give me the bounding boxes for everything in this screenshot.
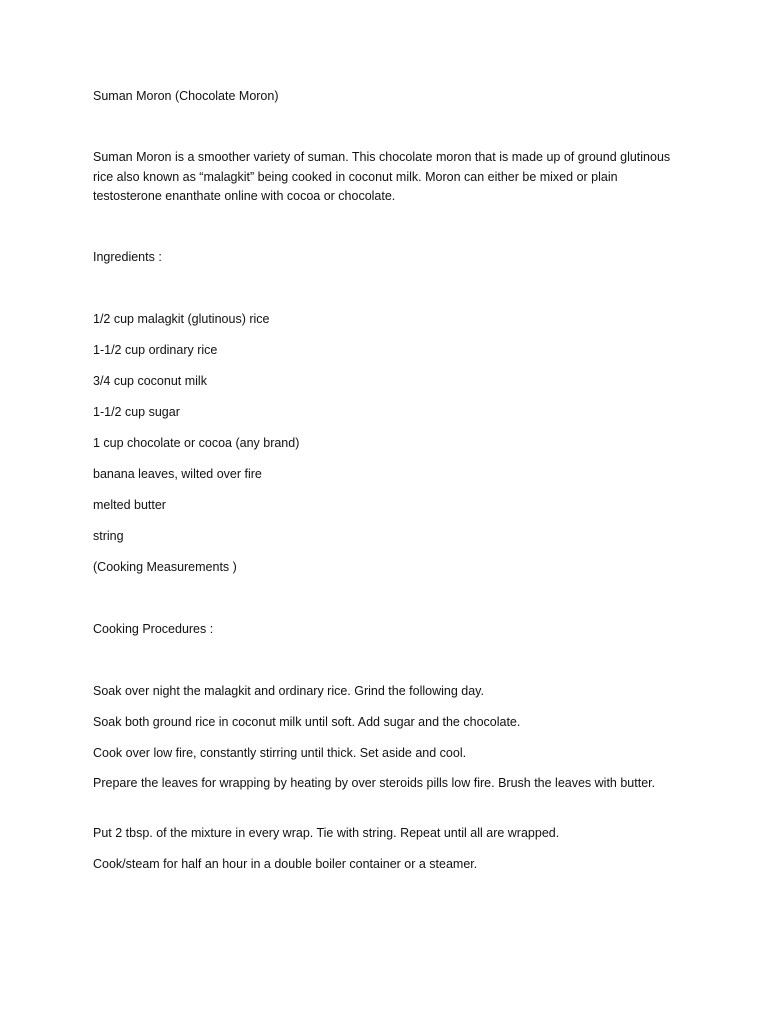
intro-paragraph xyxy=(93,148,683,207)
ingredient-item: 1-1/2 cup sugar xyxy=(93,405,180,419)
document-title: Suman Moron (Chocolate Moron) xyxy=(93,89,279,103)
ingredient-item: (Cooking Measurements ) xyxy=(93,560,237,574)
ingredient-item: 1/2 cup malagkit (glutinous) rice xyxy=(93,312,270,326)
procedure-step: Soak over night the malagkit and ordinary rice. Grind the following day. xyxy=(93,684,484,698)
ingredient-item: melted butter xyxy=(93,498,166,512)
ingredients-heading: Ingredients : xyxy=(93,250,162,264)
procedure-step: Cook/steam for half an hour in a double boiler container or a steamer. xyxy=(93,857,478,871)
procedures-heading: Cooking Procedures : xyxy=(93,622,214,636)
procedure-step: Cook over low fire, constantly stirring until thick. Set aside and cool. xyxy=(93,746,467,760)
ingredient-item: 3/4 cup coconut milk xyxy=(93,374,207,388)
ingredient-item: string xyxy=(93,529,124,543)
ingredient-item: banana leaves, wilted over fire xyxy=(93,467,262,481)
procedure-step-text: Prepare the leaves for wrapping by heating by over steroids pills low fire. Brush the leaves with butter. xyxy=(93,776,656,790)
procedure-step: Put 2 tbsp. of the mixture in every wrap. Tie with string. Repeat until all are wrapped. xyxy=(93,826,560,840)
intro-text: Suman Moron is a smoother variety of suman. This chocolate moron that is made up of ground glutinous rice also known as “malagkit” being cooked in coconut milk. Moron can either be mixed or plain testosterone enanthate online with cocoa or chocolate. xyxy=(93,150,671,203)
procedure-step: Soak both ground rice in coconut milk until soft. Add sugar and the chocolate. xyxy=(93,715,521,729)
procedure-step xyxy=(93,774,683,794)
ingredient-item: 1-1/2 cup ordinary rice xyxy=(93,343,218,357)
ingredient-item: 1 cup chocolate or cocoa (any brand) xyxy=(93,436,300,450)
